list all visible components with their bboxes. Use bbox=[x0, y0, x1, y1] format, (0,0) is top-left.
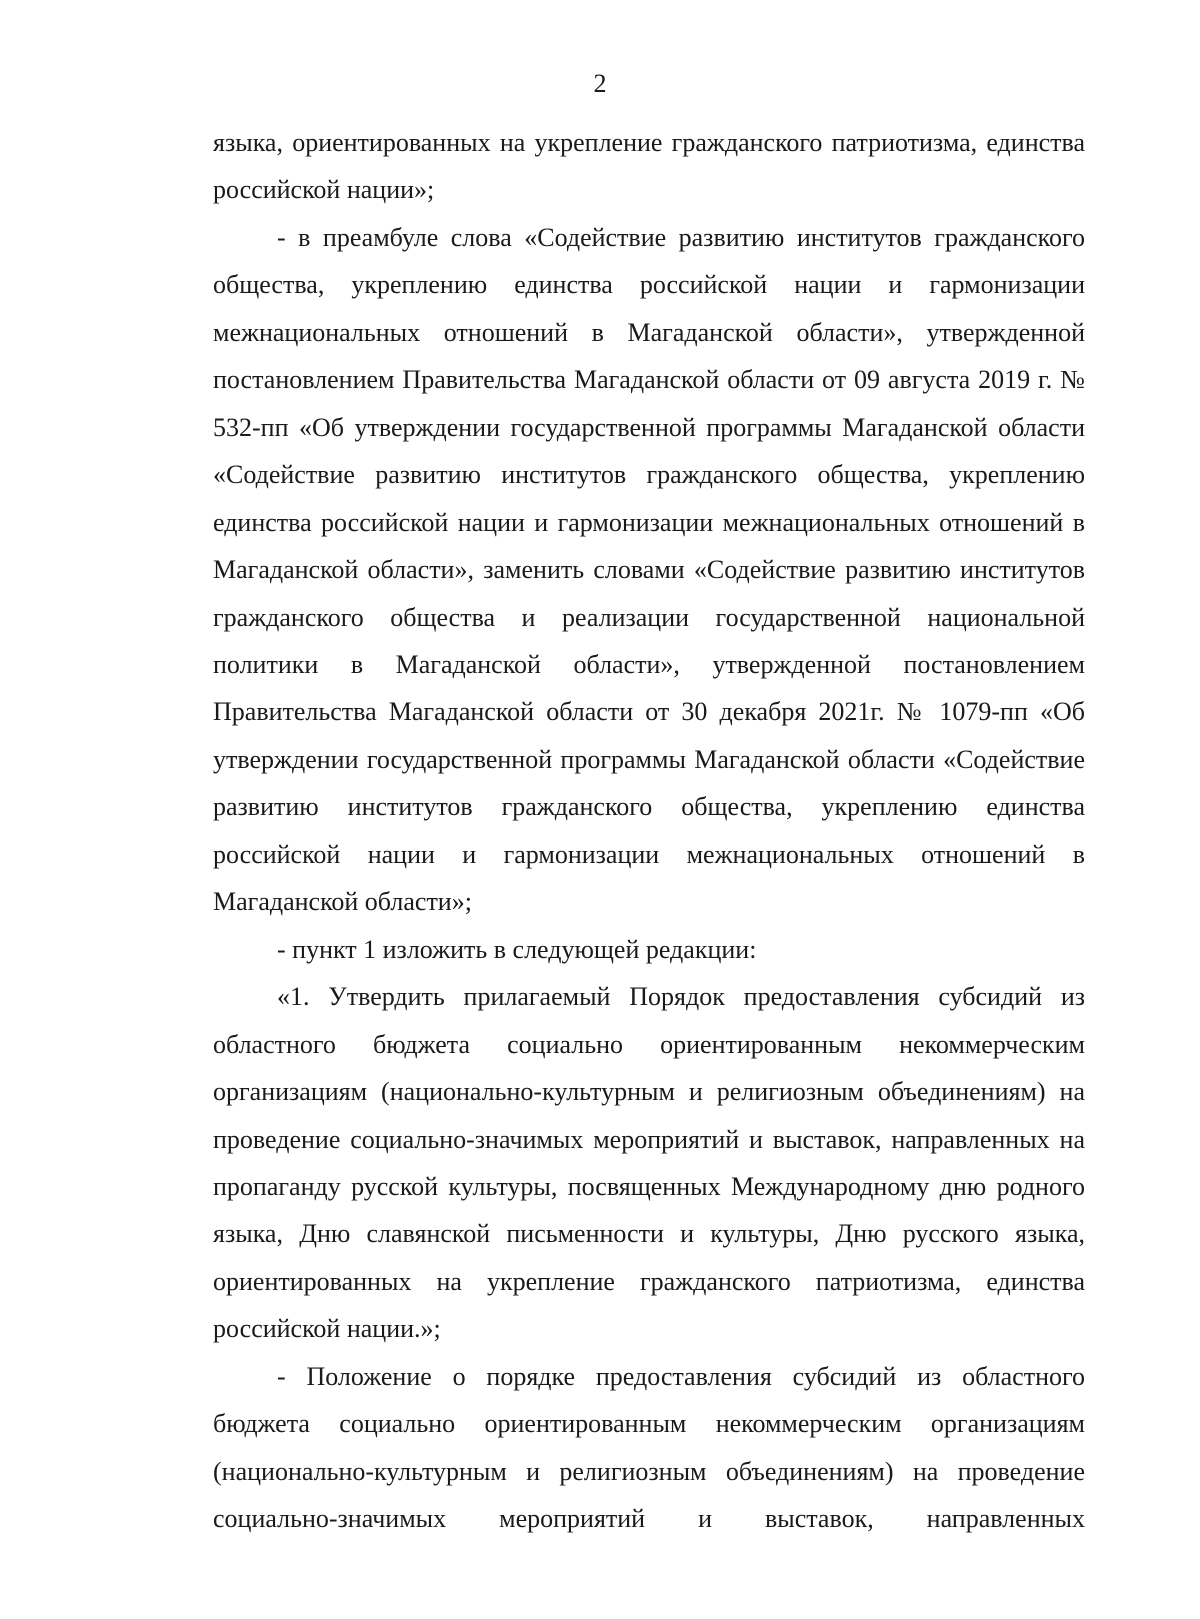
paragraph-continuation: языка, ориентированных на укрепление гражданского патриотизма, единства российской нации»; bbox=[213, 128, 1085, 205]
document-body bbox=[213, 119, 1085, 1543]
paragraph-item-1-intro: - пункт 1 изложить в следующей редакции: bbox=[277, 934, 757, 964]
paragraph-preamble-amendment: - в преамбуле слова «Содействие развитию институтов гражданского общества, укреплению единства российской нации и гармонизации межнациональных отношений в Магаданской области», утвержденной постановлением Правительства Магаданской области от 09 августа 2019 г. № 532-пп «Об утверждении государственной программы Магаданской области «Содействие развитию институтов гражданского общества, укреплению единства российской нации и гармонизации межнациональных отношений в Магаданской области», заменить словами «Содействие развитию институтов гражданского общества и реализации государственной национальной политики в Магаданской области», утвержденной постановлением Правительства Магаданской области от 30 декабря 2021г. № 1079-пп «Об утверждении государственной программы Магаданской области «Содействие развитию институтов гражданского общества, укреплению единства российской нации и гармонизации межнациональных отношений в Магаданской области»; bbox=[213, 222, 1085, 917]
paragraph-item-1-new-text: «1. Утвердить прилагаемый Порядок предоставления субсидий из областного бюджета социально ориентированным некоммерческим организациям (национально-культурным и религиозным объединениям) на проведение социально-значимых мероприятий и выставок, направленных на пропаганду русской культуры, посвященных Международному дню родного языка, Дню славянской письменности и культуры, Дню русского языка, ориентированных на укрепление гражданского патриотизма, единства российской нации.»; bbox=[213, 982, 1085, 1344]
page-number: 2 bbox=[593, 69, 607, 98]
paragraph-regulation-amendment: - Положение о порядке предоставления субсидий из областного бюджета социально ориентированным некоммерческим организациям (национально-культурным и религиозным объединениям) на проведение социально-значимых мероприятий и выставок, направленных bbox=[213, 1361, 1085, 1534]
